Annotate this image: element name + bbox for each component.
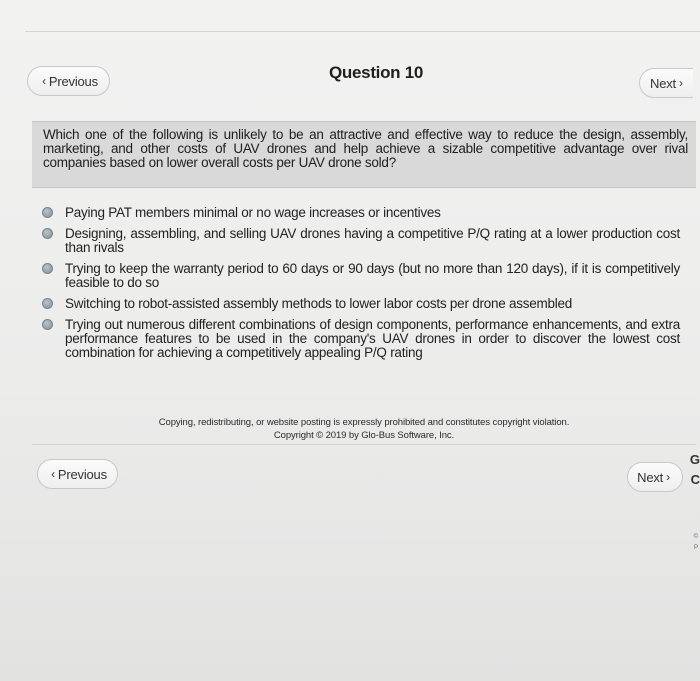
previous-button-bottom[interactable] bbox=[37, 459, 118, 489]
next-label: Next bbox=[637, 469, 664, 485]
chevron-right-icon: › bbox=[678, 76, 683, 90]
answer-option-label: Trying out numerous different combinations of design components, performance enhancements, and extra performance features to be used in the company's UAV drones in order to discover the lowest cost combination for achieving a competitively appealing P/Q rating bbox=[65, 317, 680, 360]
radio-button[interactable] bbox=[42, 319, 53, 330]
previous-label: Previous bbox=[57, 466, 107, 482]
copyright-notice bbox=[32, 416, 696, 442]
next-button-top[interactable] bbox=[639, 68, 693, 98]
answer-option-2[interactable] bbox=[32, 227, 696, 255]
edge-fragment: G bbox=[689, 452, 700, 467]
chevron-left-icon: ‹ bbox=[42, 74, 46, 88]
previous-label: Previous bbox=[48, 73, 98, 89]
answer-option-label: Trying to keep the warranty period to 60 days or 90 days (but no more than 120 days), if it is competitively feasible to do so bbox=[65, 261, 680, 290]
previous-button-top[interactable] bbox=[27, 66, 110, 96]
next-button-bottom[interactable] bbox=[627, 462, 683, 492]
answer-option-label: Designing, assembling, and selling UAV drones having a competitive P/Q rating at a lower production cost than rivals bbox=[65, 226, 680, 255]
answer-options bbox=[32, 206, 696, 367]
next-label: Next bbox=[650, 75, 676, 91]
chevron-right-icon: › bbox=[666, 470, 670, 484]
copyright-line: Copyright © 2019 by Glo-Bus Software, Inc. bbox=[273, 430, 455, 441]
radio-button[interactable] bbox=[42, 263, 53, 274]
copyright-warning: Copying, redistributing, or website posting is expressly prohibited and constitutes copyright violation. bbox=[158, 417, 570, 428]
question-box bbox=[32, 121, 696, 188]
answer-option-label: Switching to robot-assisted assembly methods to lower labor costs per drone assembled bbox=[65, 296, 573, 311]
answer-option-5[interactable] bbox=[32, 318, 696, 360]
answer-option-label: Paying PAT members minimal or no wage increases or incentives bbox=[65, 205, 441, 220]
radio-button[interactable] bbox=[42, 298, 53, 309]
edge-fragment: C bbox=[690, 472, 700, 487]
top-divider bbox=[25, 31, 700, 32]
answer-option-1[interactable] bbox=[32, 206, 696, 220]
answer-panel bbox=[32, 190, 696, 445]
answer-option-4[interactable] bbox=[32, 297, 696, 311]
edge-fragment: P bbox=[693, 545, 698, 551]
chevron-left-icon: ‹ bbox=[51, 467, 55, 481]
question-text: Which one of the following is unlikely to be an attractive and effective way to reduce the design, assembly, marketing, and other costs of UAV drones and help achieve a sizable competitive advantage over rival companies based on lower overall costs per UAV drone sold? bbox=[43, 127, 688, 170]
answer-option-3[interactable] bbox=[32, 262, 696, 290]
question-title: Question 10 bbox=[329, 63, 424, 82]
radio-button[interactable] bbox=[42, 207, 53, 218]
edge-fragment: © bbox=[693, 534, 698, 540]
radio-button[interactable] bbox=[42, 228, 53, 239]
